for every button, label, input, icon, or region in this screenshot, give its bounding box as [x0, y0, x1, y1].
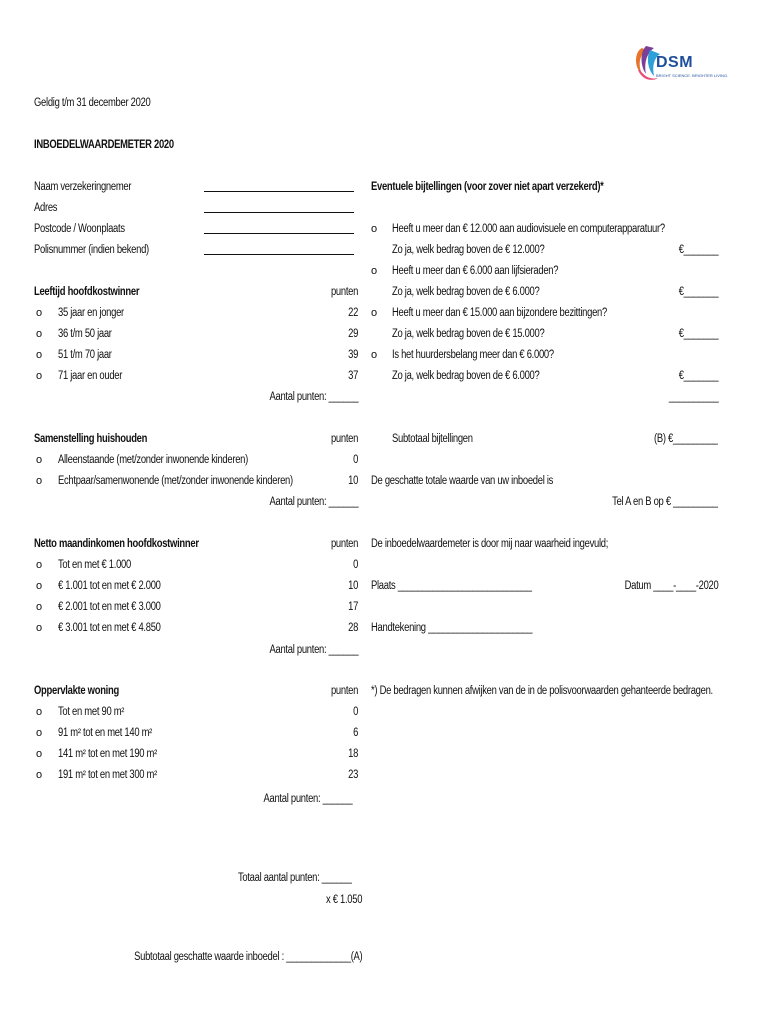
subtotal-extras-label: Subtotaal bijtellingen — [392, 433, 473, 445]
age-points-1: 22 — [348, 307, 358, 319]
surface-radio-3[interactable]: o — [36, 748, 43, 760]
extra-question-4: Is het huurdersbelang meer dan € 6.000? — [392, 349, 554, 361]
tel-a-b[interactable]: Tel A en B op € _________ — [612, 496, 718, 508]
extra-question-2: Heeft u meer dan € 6.000 aan lijfsieraden? — [392, 265, 559, 277]
section-age-title: Leeftijd hoofdkostwinner — [34, 286, 140, 298]
section-household-title: Samenstelling huishouden — [34, 433, 148, 445]
income-option-3: € 2.001 tot en met € 3.000 — [58, 601, 161, 613]
field-label-policy: Polisnummer (indien bekend) — [34, 244, 149, 256]
household-option-2: Echtpaar/samenwonende (met/zonder inwonende kinderen) — [58, 475, 293, 487]
surface-radio-1[interactable]: o — [36, 706, 43, 718]
multiplier: x € 1.050 — [325, 894, 362, 906]
surface-aantal-punten[interactable]: Aantal punten: ______ — [263, 793, 352, 805]
income-option-4: € 3.001 tot en met € 4.850 — [58, 622, 161, 634]
age-points-4: 37 — [348, 370, 358, 382]
age-option-4: 71 jaar en ouder — [58, 370, 123, 382]
section-income-title: Netto maandinkomen hoofdkostwinner — [34, 538, 199, 550]
total-points[interactable]: Totaal aantal punten: ______ — [238, 872, 352, 884]
income-radio-3[interactable]: o — [36, 601, 43, 613]
surface-option-3: 141 m² tot en met 190 m² — [58, 748, 157, 760]
age-points-2: 29 — [348, 328, 358, 340]
age-aantal-punten[interactable]: Aantal punten: ______ — [269, 391, 358, 403]
household-points-2: 10 — [348, 475, 358, 487]
field-label-postcode: Postcode / Woonplaats — [34, 223, 125, 235]
surface-radio-4[interactable]: o — [36, 769, 43, 781]
signature-field[interactable]: Handtekening _____________________ — [371, 622, 533, 634]
surface-option-2: 91 m² tot en met 140 m² — [58, 727, 153, 739]
extra-question-3: Heeft u meer dan € 15.000 aan bijzondere bezittingen? — [392, 307, 607, 319]
field-policy-line[interactable] — [204, 254, 354, 255]
field-name-line[interactable] — [204, 191, 354, 192]
age-option-3: 51 t/m 70 jaar — [58, 349, 112, 361]
logo-text: DSM — [656, 54, 694, 71]
extras-total-line: __________ — [668, 391, 718, 403]
household-option-1: Alleenstaande (met/zonder inwonende kinderen) — [58, 454, 248, 466]
surface-option-4: 191 m² tot en met 300 m² — [58, 769, 157, 781]
extra-question-1: Heeft u meer dan € 12.000 aan audiovisuele en computerapparatuur? — [392, 223, 665, 235]
field-address-line[interactable] — [204, 212, 354, 213]
income-radio-1[interactable]: o — [36, 559, 43, 571]
age-radio-1[interactable]: o — [36, 307, 43, 319]
extra-amount-1[interactable]: €_______ — [678, 244, 718, 256]
age-points-3: 39 — [348, 349, 358, 361]
valid-date: Geldig t/m 31 december 2020 — [34, 97, 151, 109]
field-postcode-line[interactable] — [204, 233, 354, 234]
surface-points-1: 0 — [353, 706, 358, 718]
field-label-name: Naam verzekeringnemer — [34, 181, 132, 193]
surface-points-3: 18 — [348, 748, 358, 760]
extra-radio-1[interactable]: o — [371, 223, 378, 235]
income-option-2: € 1.001 tot en met € 2.000 — [58, 580, 161, 592]
dsm-logo — [632, 40, 729, 88]
extra-radio-2[interactable]: o — [371, 265, 378, 277]
age-option-1: 35 jaar en jonger — [58, 307, 124, 319]
income-radio-2[interactable]: o — [36, 580, 43, 592]
page-title: INBOEDELWAARDEMETER 2020 — [34, 139, 174, 151]
age-option-2: 36 t/m 50 jaar — [58, 328, 112, 340]
extra-sub-2: Zo ja, welk bedrag boven de € 6.000? — [392, 286, 540, 298]
extra-amount-4[interactable]: €_______ — [678, 370, 718, 382]
footnote: *) De bedragen kunnen afwijken van de in de polisvoorwaarden gehanteerde bedragen. — [371, 685, 713, 697]
age-punten-header: punten — [330, 286, 358, 298]
age-radio-3[interactable]: o — [36, 349, 43, 361]
logo-tagline: BRIGHT SCIENCE. BRIGHTER LIVING. — [656, 73, 729, 78]
section-surface-title: Oppervlakte woning — [34, 685, 119, 697]
extras-title: Eventuele bijtellingen (voor zover niet apart verzekerd)* — [371, 181, 604, 193]
household-punten-header: punten — [330, 433, 358, 445]
declaration: De inboedelwaardemeter is door mij naar waarheid ingevuld; — [371, 538, 609, 550]
surface-points-2: 6 — [353, 727, 358, 739]
household-radio-1[interactable]: o — [36, 454, 43, 466]
household-aantal-punten[interactable]: Aantal punten: ______ — [269, 496, 358, 508]
extra-sub-1: Zo ja, welk bedrag boven de € 12.000? — [392, 244, 545, 256]
age-radio-2[interactable]: o — [36, 328, 43, 340]
extra-amount-2[interactable]: €_______ — [678, 286, 718, 298]
place-field[interactable]: Plaats ___________________________ — [371, 580, 532, 592]
subtotal-extras-value[interactable]: (B) €_________ — [654, 433, 718, 445]
income-option-1: Tot en met € 1.000 — [58, 559, 131, 571]
income-points-4: 28 — [348, 622, 358, 634]
estimated-value-label: De geschatte totale waarde van uw inboedel is — [371, 475, 554, 487]
extra-amount-3[interactable]: €_______ — [678, 328, 718, 340]
extra-radio-3[interactable]: o — [371, 307, 378, 319]
income-points-2: 10 — [348, 580, 358, 592]
income-points-1: 0 — [353, 559, 358, 571]
age-radio-4[interactable]: o — [36, 370, 43, 382]
income-punten-header: punten — [330, 538, 358, 550]
date-field[interactable]: Datum ____-____-2020 — [624, 580, 718, 592]
income-aantal-punten[interactable]: Aantal punten: ______ — [269, 644, 358, 656]
extra-sub-4: Zo ja, welk bedrag boven de € 6.000? — [392, 370, 540, 382]
surface-option-1: Tot en met 90 m² — [58, 706, 125, 718]
surface-punten-header: punten — [330, 685, 358, 697]
subtotal-a[interactable]: Subtotaal geschatte waarde inboedel : _____________(A) — [133, 951, 362, 963]
household-points-1: 0 — [353, 454, 358, 466]
extra-radio-4[interactable]: o — [371, 349, 378, 361]
field-label-address: Adres — [34, 202, 58, 214]
extra-sub-3: Zo ja, welk bedrag boven de € 15.000? — [392, 328, 545, 340]
income-points-3: 17 — [348, 601, 358, 613]
income-radio-4[interactable]: o — [36, 622, 43, 634]
household-radio-2[interactable]: o — [36, 475, 43, 487]
surface-points-4: 23 — [348, 769, 358, 781]
surface-radio-2[interactable]: o — [36, 727, 43, 739]
